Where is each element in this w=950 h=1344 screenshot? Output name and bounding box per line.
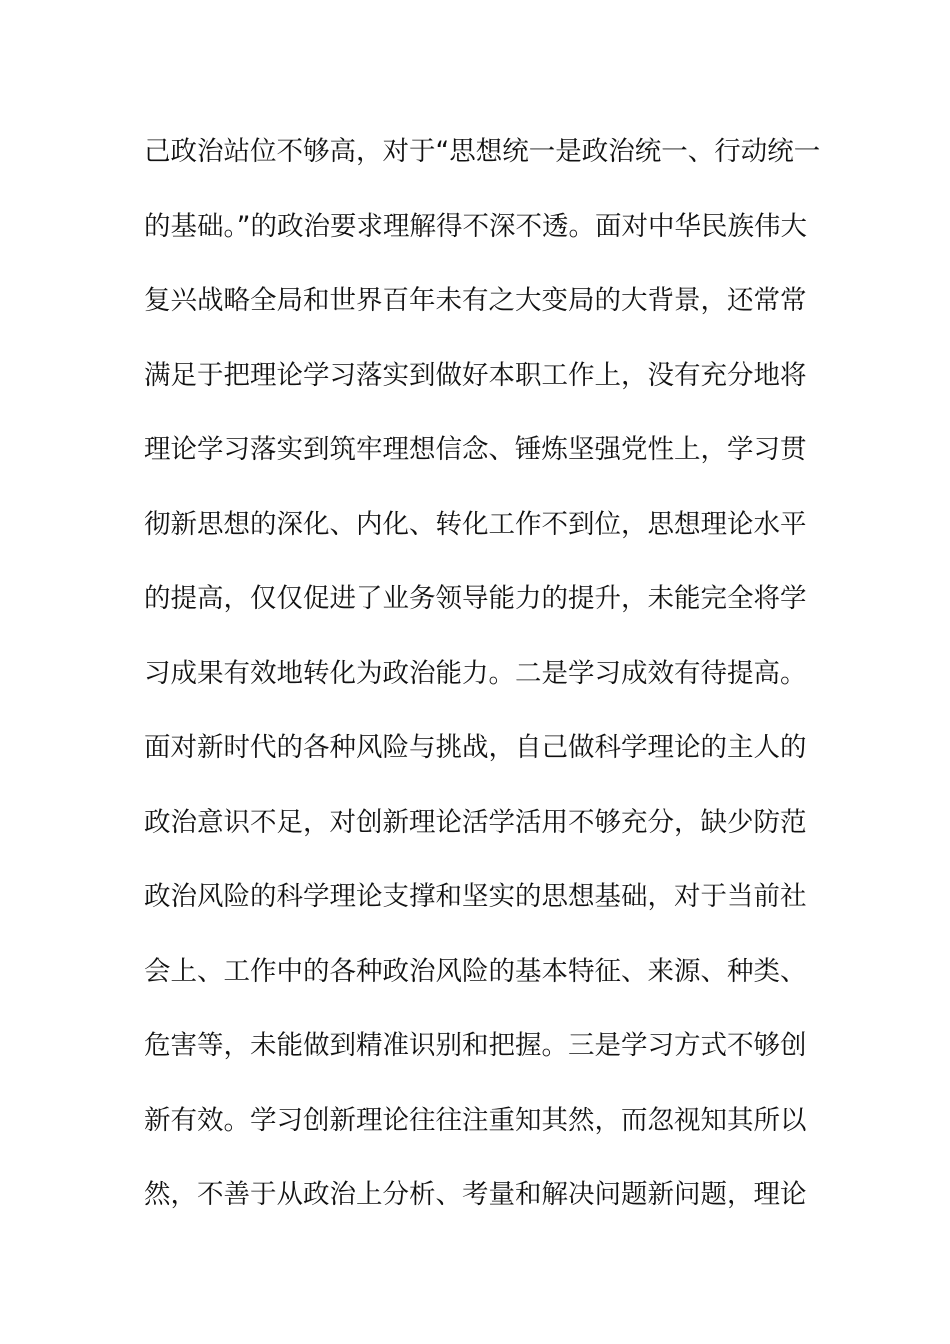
text-line: 新有效。学习创新理论往往注重知其然，而忽视知其所以: [144, 1104, 807, 1136]
text-line: 复兴战略全局和世界百年未有之大变局的大背景，还常常: [144, 285, 807, 316]
text-line: 彻新思想的深化、内化、转化工作不到位，思想理论水平: [144, 508, 807, 540]
text-line: 己政治站位不够高，对于“思想统一是政治统一、行动统一: [144, 136, 821, 167]
text-line: 的提高，仅仅促进了业务领导能力的提升，未能完全将学: [144, 583, 807, 614]
text-line: 理论学习落实到筑牢理想信念、锤炼坚强党性上，学习贯: [144, 434, 807, 465]
body-text: [144, 127, 824, 1245]
text-line: 政治风险的科学理论支撑和坚实的思想基础，对于当前社: [144, 881, 807, 912]
text-line: 政治意识不足，对创新理论活学活用不够充分，缺少防范: [144, 806, 807, 838]
text-line: 会上、工作中的各种政治风险的基本特征、来源、种类、: [144, 955, 807, 987]
text-line: 的基础。”的政治要求理解得不深不透。面对中华民族伟大: [144, 210, 807, 242]
text-line: 习成果有效地转化为政治能力。二是学习成效有待提高。: [144, 657, 807, 689]
text-line: 然，不善于从政治上分析、考量和解决问题新问题，理论: [144, 1179, 807, 1210]
text-line: 面对新时代的各种风险与挑战，自己做科学理论的主人的: [144, 732, 807, 763]
text-line: 危害等，未能做到精准识别和把握。三是学习方式不够创: [144, 1030, 807, 1061]
text-line: 满足于把理论学习落实到做好本职工作上，没有充分地将: [144, 359, 807, 391]
